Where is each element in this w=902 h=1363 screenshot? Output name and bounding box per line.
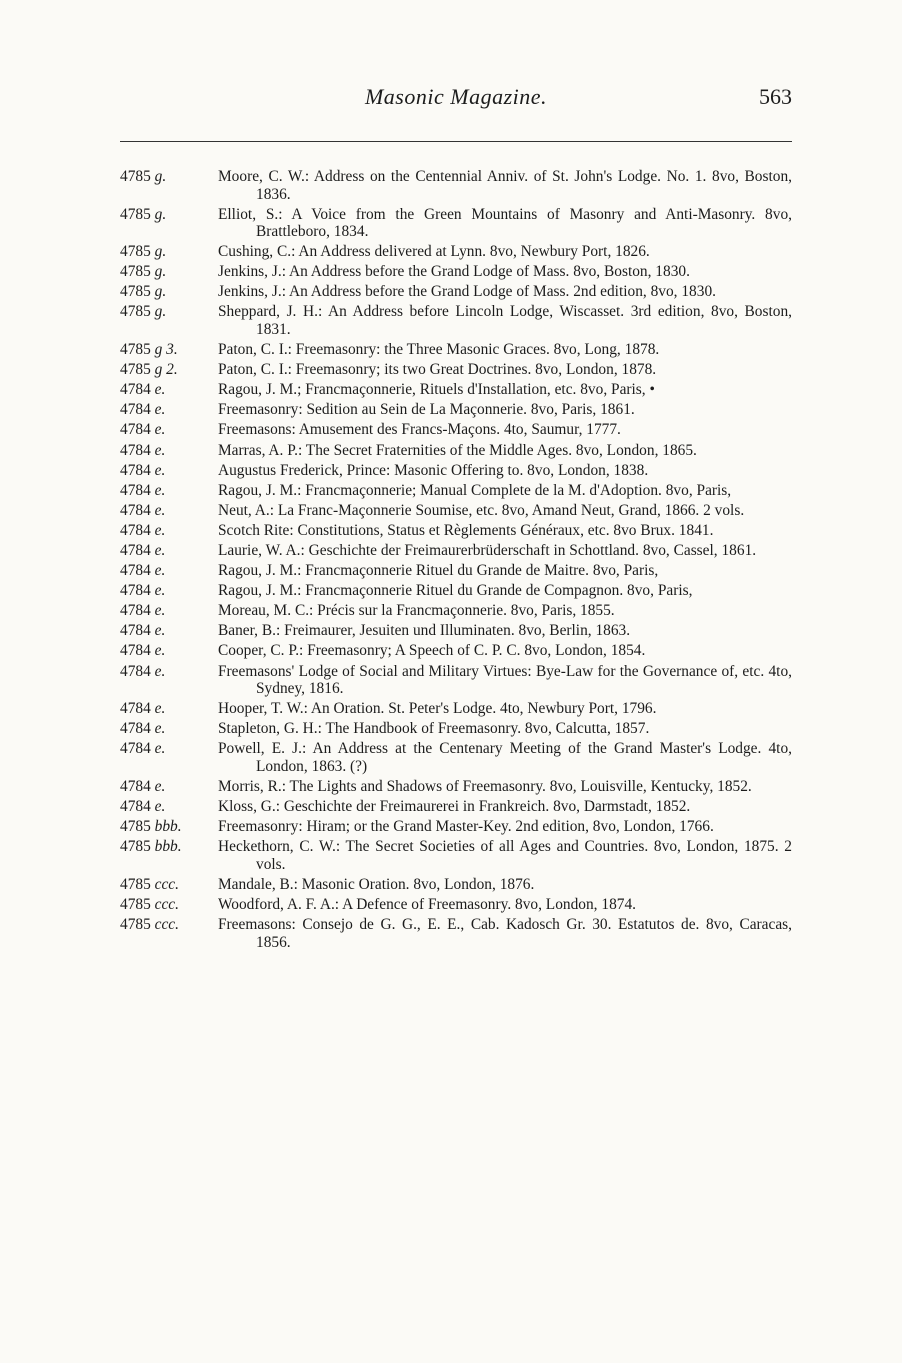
entry-number — [112, 622, 218, 640]
entry-text: Sheppard, J. H.: An Address before Lincoln Lodge, Wiscasset. 3rd edition, 8vo, Boston, 1831. — [218, 303, 792, 338]
entry-number-suffix: g. — [154, 243, 167, 261]
entry-number — [112, 401, 218, 419]
entry-text: Freemasonry: Sedition au Sein de La Maçonnerie. 8vo, Paris, 1861. — [218, 401, 635, 419]
entry-text: Mandale, B.: Masonic Oration. 8vo, London, 1876. — [218, 875, 535, 893]
entry-text: Freemasons: Amusement des Francs-Maçons. 4to, Saumur, 1777. — [218, 421, 621, 439]
entry-text: Jenkins, J.: An Address before the Grand Lodge of Mass. 2nd edition, 8vo, 1830. — [218, 283, 716, 301]
entry-number-suffix: e. — [154, 421, 166, 439]
entry-number — [112, 602, 218, 620]
entry-number-value: 4785 — [120, 205, 151, 223]
catalogue-entry — [112, 642, 792, 660]
entry-number-suffix: e. — [154, 381, 166, 399]
entry-number — [112, 381, 218, 399]
catalogue-list — [112, 168, 792, 954]
entry-number-value: 4785 — [120, 818, 151, 836]
entry-number-value: 4784 — [120, 401, 151, 419]
entry-number-suffix: g. — [154, 263, 167, 281]
entry-number-value: 4785 — [120, 243, 151, 261]
entry-number — [112, 283, 218, 301]
entry-number — [112, 798, 218, 816]
entry-number — [112, 740, 218, 758]
entry-number-suffix: e. — [154, 777, 166, 795]
entry-number — [112, 642, 218, 660]
entry-number-value: 4784 — [120, 521, 151, 539]
entry-text: Kloss, G.: Geschichte der Freimaurerei in Frankreich. 8vo, Darmstadt, 1852. — [218, 798, 691, 816]
catalogue-entry — [112, 622, 792, 640]
catalogue-entry — [112, 401, 792, 419]
entry-text: Moreau, M. C.: Précis sur la Francmaçonnerie. 8vo, Paris, 1855. — [218, 602, 615, 620]
entry-number-value: 4785 — [120, 875, 151, 893]
entry-number — [112, 720, 218, 738]
catalogue-entry — [112, 361, 792, 379]
entry-number-value: 4785 — [120, 283, 151, 301]
entry-text: Woodford, A. F. A.: A Defence of Freemasonry. 8vo, London, 1874. — [218, 895, 637, 913]
entry-number-suffix: e. — [154, 562, 166, 580]
entry-number — [112, 442, 218, 460]
entry-number — [112, 303, 218, 321]
catalogue-entry — [112, 243, 792, 261]
entry-number-value: 4785 — [120, 263, 151, 281]
entry-number — [112, 522, 218, 540]
entry-text: Ragou, J. M.; Francmaçonnerie, Rituels d'Installation, etc. 8vo, Paris, • — [218, 381, 655, 399]
entry-number — [112, 896, 218, 914]
entry-number-value: 4784 — [120, 622, 151, 640]
entry-number — [112, 263, 218, 281]
entry-number-value: 4784 — [120, 381, 151, 399]
entry-number — [112, 562, 218, 580]
entry-number-value: 4785 — [120, 303, 151, 321]
entry-number-suffix: e. — [154, 740, 166, 758]
page-header — [120, 84, 792, 116]
entry-number-value: 4785 — [120, 916, 151, 933]
entry-number — [112, 818, 218, 836]
catalogue-entry — [112, 168, 792, 203]
entry-number-suffix: g 3. — [154, 341, 178, 359]
entry-number-suffix: e. — [154, 461, 166, 479]
entry-number-value: 4784 — [120, 461, 151, 479]
entry-text: Scotch Rite: Constitutions, Status et Règlements Généraux, etc. 8vo Brux. 1841. — [218, 521, 714, 539]
entry-number-suffix: e. — [154, 441, 166, 459]
entry-number-suffix: e. — [154, 602, 166, 620]
entry-number-suffix: e. — [154, 401, 166, 419]
entry-text: Powell, E. J.: An Address at the Centenary Meeting of the Grand Master's Lodge. 4to, London, 1863. (?) — [218, 740, 792, 775]
catalogue-entry — [112, 602, 792, 620]
entry-number-suffix: e. — [154, 798, 166, 816]
entry-number-value: 4784 — [120, 798, 151, 816]
entry-text: Cushing, C.: An Address delivered at Lynn. 8vo, Newbury Port, 1826. — [218, 243, 650, 261]
entry-number-suffix: e. — [154, 481, 166, 499]
entry-number-suffix: g 2. — [154, 361, 178, 379]
entry-number-value: 4784 — [120, 501, 151, 519]
entry-number-suffix: ccc. — [154, 875, 179, 893]
entry-number-value: 4785 — [120, 168, 151, 185]
entry-number — [112, 341, 218, 359]
entry-text: Ragou, J. M.: Francmaçonnerie Rituel du Grande de Compagnon. 8vo, Paris, — [218, 582, 693, 600]
catalogue-entry — [112, 798, 792, 816]
entry-number — [112, 482, 218, 500]
entry-number-suffix: bbb. — [154, 818, 182, 836]
header-rule — [120, 141, 792, 142]
entry-number-value: 4784 — [120, 421, 151, 439]
entry-number-suffix: ccc. — [154, 895, 179, 913]
entry-number — [112, 916, 218, 934]
entry-number-suffix: e. — [154, 662, 166, 680]
entry-text: Hooper, T. W.: An Oration. St. Peter's Lodge. 4to, Newbury Port, 1796. — [218, 700, 657, 718]
catalogue-entry — [112, 542, 792, 560]
entry-number-suffix: e. — [154, 700, 166, 718]
catalogue-entry — [112, 720, 792, 738]
entry-text: Augustus Frederick, Prince: Masonic Offering to. 8vo, London, 1838. — [218, 461, 649, 479]
catalogue-entry — [112, 896, 792, 914]
entry-number — [112, 542, 218, 560]
entry-number-value: 4784 — [120, 642, 151, 660]
entry-text: Morris, R.: The Lights and Shadows of Freemasonry. 8vo, Louisville, Kentucky, 1852. — [218, 777, 752, 795]
catalogue-entry — [112, 740, 792, 775]
entry-text: Freemasons: Consejo de G. G., E. E., Cab. Kadosch Gr. 30. Estatutos de. 8vo, Caracas, 1856. — [218, 916, 792, 951]
entry-number — [112, 168, 218, 186]
entry-text: Stapleton, G. H.: The Handbook of Freemasonry. 8vo, Calcutta, 1857. — [218, 720, 650, 738]
entry-number-suffix: e. — [154, 542, 166, 559]
catalogue-entry — [112, 303, 792, 338]
catalogue-entry — [112, 663, 792, 698]
entry-number-suffix: e. — [154, 720, 166, 738]
entry-number-suffix: e. — [154, 521, 166, 539]
entry-number-value: 4784 — [120, 700, 151, 718]
catalogue-entry — [112, 283, 792, 301]
entry-text: Cooper, C. P.: Freemasonry; A Speech of C. P. C. 8vo, London, 1854. — [218, 642, 646, 660]
entry-text: Paton, C. I.: Freemasonry; its two Great Doctrines. 8vo, London, 1878. — [218, 361, 657, 379]
catalogue-entry — [112, 341, 792, 359]
catalogue-entry — [112, 562, 792, 580]
entry-number-suffix: bbb. — [154, 838, 182, 856]
catalogue-entry — [112, 700, 792, 718]
entry-number-value: 4785 — [120, 838, 151, 856]
entry-number-suffix: e. — [154, 622, 166, 640]
entry-number-value: 4784 — [120, 562, 151, 580]
entry-number — [112, 700, 218, 718]
entry-number — [112, 663, 218, 681]
catalogue-entry — [112, 462, 792, 480]
entry-number-suffix: g. — [154, 283, 167, 301]
entry-number-value: 4784 — [120, 777, 151, 795]
entry-number-suffix: ccc. — [154, 916, 179, 933]
entry-text: Neut, A.: La Franc-Maçonnerie Soumise, etc. 8vo, Amand Neut, Grand, 1866. 2 vols. — [218, 501, 745, 519]
entry-number-suffix: e. — [154, 582, 166, 600]
catalogue-entry — [112, 482, 792, 500]
entry-number-value: 4785 — [120, 341, 151, 359]
entry-number — [112, 876, 218, 894]
entry-text: Paton, C. I.: Freemasonry: the Three Masonic Graces. 8vo, Long, 1878. — [218, 341, 660, 359]
catalogue-entry — [112, 522, 792, 540]
entry-number-value: 4784 — [120, 542, 151, 559]
catalogue-entry — [112, 582, 792, 600]
entry-text: Baner, B.: Freimaurer, Jesuiten und Illuminaten. 8vo, Berlin, 1863. — [218, 622, 631, 640]
entry-text: Ragou, J. M.: Francmaçonnerie Rituel du Grande de Maitre. 8vo, Paris, — [218, 562, 659, 580]
entry-number-value: 4784 — [120, 481, 151, 499]
entry-number-value: 4784 — [120, 582, 151, 600]
entry-number-suffix: g. — [154, 168, 167, 185]
entry-text: Heckethorn, C. W.: The Secret Societies of all Ages and Countries. 8vo, London, 1875. 2 vols. — [218, 838, 792, 873]
catalogue-entry — [112, 876, 792, 894]
entry-number — [112, 206, 218, 224]
entry-number-value: 4784 — [120, 720, 151, 738]
entry-number-value: 4784 — [120, 602, 151, 620]
entry-text: Freemasons' Lodge of Social and Military Virtues: Bye-Law for the Governance of, etc. 4to, Sydney, 1816. — [218, 662, 792, 698]
entry-number — [112, 462, 218, 480]
entry-number — [112, 838, 218, 856]
entry-text: Jenkins, J.: An Address before the Grand Lodge of Mass. 8vo, Boston, 1830. — [218, 263, 690, 281]
catalogue-entry — [112, 263, 792, 281]
entry-number — [112, 361, 218, 379]
running-title: Masonic Magazine. — [364, 84, 548, 109]
entry-number — [112, 778, 218, 796]
entry-number-suffix: e. — [154, 501, 166, 519]
catalogue-entry — [112, 206, 792, 241]
entry-text: Ragou, J. M.: Francmaçonnerie; Manual Complete de la M. d'Adoption. 8vo, Paris, — [218, 481, 732, 499]
catalogue-entry — [112, 818, 792, 836]
catalogue-entry — [112, 916, 792, 951]
entry-number — [112, 502, 218, 520]
entry-number-value: 4784 — [120, 740, 151, 758]
entry-number-value: 4785 — [120, 361, 151, 379]
entry-number-suffix: e. — [154, 642, 166, 660]
entry-text: Moore, C. W.: Address on the Centennial Anniv. of St. John's Lodge. No. 1. 8vo, Boston, 1836. — [218, 168, 792, 203]
entry-number-suffix: g. — [154, 205, 167, 223]
entry-number — [112, 582, 218, 600]
catalogue-entry — [112, 381, 792, 399]
entry-text: Marras, A. P.: The Secret Fraternities of the Middle Ages. 8vo, London, 1865. — [218, 441, 697, 459]
entry-text: Laurie, W. A.: Geschichte der Freimaurerbrüderschaft in Schottland. 8vo, Cassel, 1861. — [218, 542, 757, 559]
catalogue-entry — [112, 778, 792, 796]
entry-number-value: 4784 — [120, 441, 151, 459]
entry-text: Freemasonry: Hiram; or the Grand Master-Key. 2nd edition, 8vo, London, 1766. — [218, 818, 714, 836]
entry-number — [112, 243, 218, 261]
entry-number-suffix: g. — [154, 303, 167, 321]
catalogue-entry — [112, 838, 792, 873]
entry-number-value: 4784 — [120, 662, 151, 680]
entry-number — [112, 421, 218, 439]
catalogue-entry — [112, 421, 792, 439]
catalogue-entry — [112, 442, 792, 460]
page-number: 563 — [759, 84, 792, 109]
entry-text: Elliot, S.: A Voice from the Green Mountains of Masonry and Anti-Masonry. 8vo, Brattleboro, 1834. — [218, 205, 792, 241]
catalogue-entry — [112, 502, 792, 520]
entry-number-value: 4785 — [120, 895, 151, 913]
